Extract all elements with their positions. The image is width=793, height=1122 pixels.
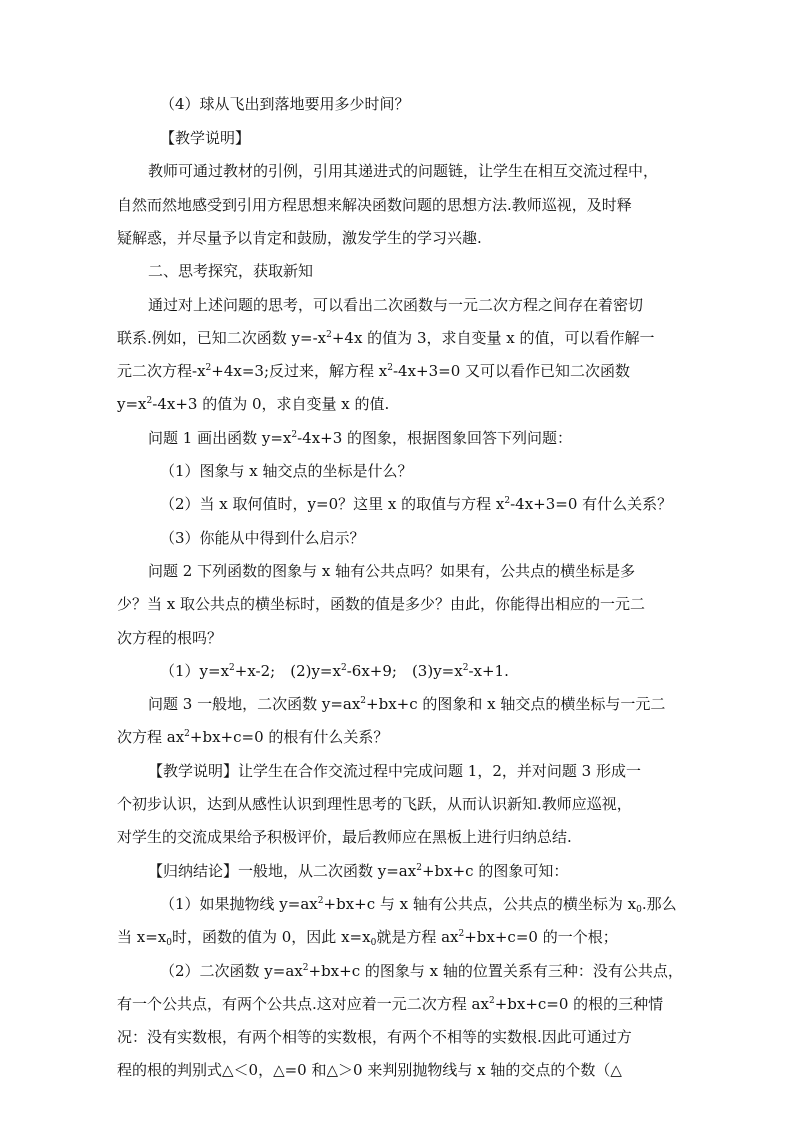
conclusion-heading: 【归纳结论】一般地，从二次函数 $y=ax^2+bx+c$ 的图象可知： — [148, 862, 569, 880]
question-4: （4）球从飞出到落地要用多少时间？ — [160, 95, 410, 113]
paragraph-line: 联系.例如，已知二次函数 $y=-x^2+4x$ 的值为 3，求自变量 x 的值，可以看作解一 — [117, 329, 655, 347]
conclusion-1: （1）如果抛物线 $y=ax^2+bx+c$ 与 x 轴有公共点，公共点的横坐标为 $x_0$.那么 — [160, 895, 677, 915]
problem-1: 问题 1 画出函数 $y=x^2-4x+3$ 的图象，根据图象回答下列问题： — [148, 429, 573, 447]
problem-2: 次方程的根吗？ — [117, 629, 223, 647]
paragraph-line: $y=x^2-4x+3$ 的值为 0，求自变量 x 的值. — [117, 395, 390, 413]
conclusion-1: 当 $x=x_0$时，函数的值为 0，因此 $x=x_0$就是方程 $ax^2+bx+c=0$ 的一个根； — [117, 928, 618, 948]
paragraph-line: 元二次方程$-x^2+4x=3$;反过来，解方程 $x^2-4x+3=0$ 又可以看作已知二次函数 — [117, 362, 631, 380]
problem-2: 问题 2 下列函数的图象与 x 轴有公共点吗？如果有，公共点的横坐标是多 — [148, 562, 636, 580]
problem-2: 少？当 x 取公共点的横坐标时，函数的值是多少？由此，你能得出相应的一元二 — [117, 595, 645, 613]
problem-1-q1: （1）图象与 x 轴交点的坐标是什么？ — [160, 462, 413, 480]
problem-1-q3: （3）你能从中得到什么启示？ — [160, 529, 365, 547]
teaching-note-2: 【教学说明】让学生在合作交流过程中完成问题 1，2，并对问题 3 形成一 — [148, 762, 641, 780]
conclusion-2: 况：没有实数根，有两个相等的实数根，有两个不相等的实数根.因此可通过方 — [117, 1028, 632, 1046]
teaching-note-heading: 【教学说明】 — [160, 129, 251, 147]
teaching-note-line: 自然而然地感受到引用方程思想来解决函数问题的思想方法.教师巡视，及时释 — [117, 196, 632, 214]
problem-3: 次方程 $ax^2+bx+c=0$ 的根有什么关系？ — [117, 728, 389, 746]
teaching-note-2: 个初步认识，达到从感性认识到理性思考的飞跃，从而认识新知.教师应巡视， — [117, 795, 632, 813]
teaching-note-line: 疑解惑，并尽量予以肯定和鼓励，激发学生的学习兴趣. — [117, 229, 482, 247]
problem-3: 问题 3 一般地，二次函数 $y=ax^2+bx+c$ 的图象和 x 轴交点的横坐标与一元二 — [148, 695, 666, 713]
teaching-note-2: 对学生的交流成果给予积极评价，最后教师应在黑板上进行归纳总结. — [117, 828, 572, 846]
conclusion-2: 程的根的判别式△＜0，△=0 和△＞0 来判别抛物线与 x 轴的交点的个数（△ — [117, 1061, 622, 1079]
problem-2-functions: $(1)y=x^2+x-2$; $(2)y=x^2-6x+9$; $(3)y=x^2-x+1$. — [160, 662, 509, 680]
problem-1-q2: （2）当 x 取何值时，y=0？这里 x 的取值与方程 $x^2-4x+3=0$ 有什么关系？ — [160, 495, 673, 513]
conclusion-2: （2）二次函数 $y=ax^2+bx+c$ 的图象与 x 轴的位置关系有三种：没有公共点， — [160, 962, 683, 980]
teaching-note-line: 教师可通过教材的引例，引用其递进式的问题链，让学生在相互交流过程中， — [148, 162, 659, 180]
conclusion-2: 有一个公共点，有两个公共点.这对应着一元二次方程 $ax^2+bx+c=0$ 的根的三种情 — [117, 995, 664, 1013]
section-heading: 二、思考探究，获取新知 — [148, 262, 314, 280]
paragraph-line: 通过对上述问题的思考，可以看出二次函数与一元二次方程之间存在着密切 — [148, 296, 644, 314]
